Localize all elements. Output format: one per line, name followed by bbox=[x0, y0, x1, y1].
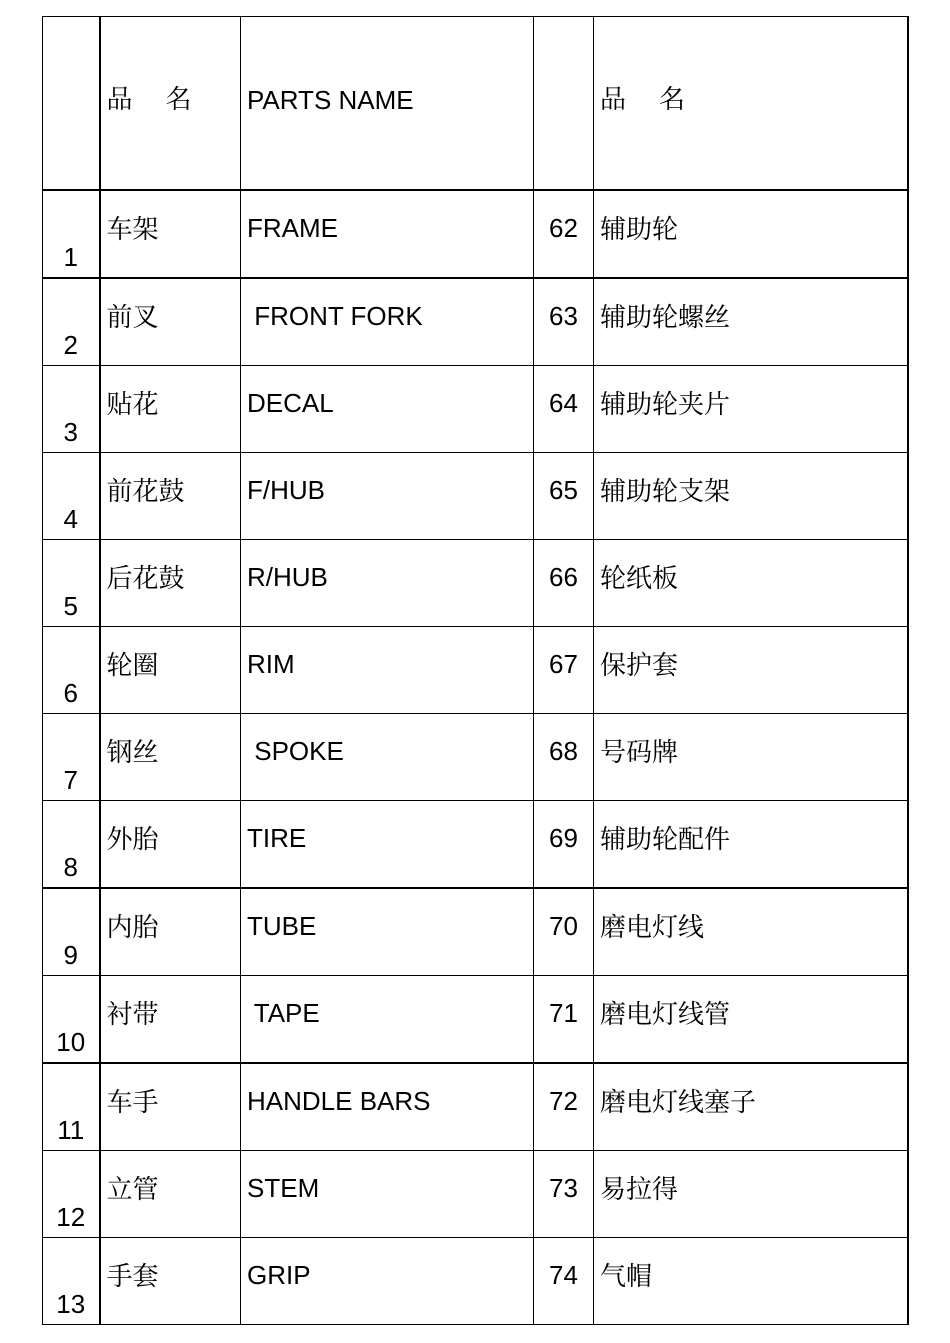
row-number: 12 bbox=[56, 1202, 86, 1232]
part-name-cn-2: 气帽 bbox=[600, 1262, 653, 1292]
row-number: 7 bbox=[63, 765, 78, 795]
row-number-2-cell bbox=[534, 366, 594, 453]
row-number-cell bbox=[43, 714, 100, 801]
part-name-cn-2-cell bbox=[594, 714, 908, 801]
part-name-en-cell bbox=[241, 714, 534, 801]
part-name-en-cell bbox=[241, 366, 534, 453]
row-number-2: 69 bbox=[549, 823, 578, 853]
table-row bbox=[43, 540, 908, 627]
row-number-cell bbox=[43, 278, 100, 366]
table-row bbox=[43, 453, 908, 540]
part-name-cn: 贴花 bbox=[106, 390, 159, 420]
part-name-cn: 后花鼓 bbox=[106, 564, 185, 594]
part-name-cn-2-cell bbox=[594, 453, 908, 540]
row-number: 13 bbox=[56, 1289, 86, 1319]
part-name-en: TUBE bbox=[247, 911, 317, 941]
part-name-en-cell bbox=[241, 453, 534, 540]
row-number: 4 bbox=[63, 504, 78, 534]
table-row bbox=[43, 1063, 908, 1151]
header-name-cn: 品 名 bbox=[106, 85, 192, 115]
part-name-cn-cell bbox=[100, 1238, 241, 1325]
part-name-en: SPOKE bbox=[247, 736, 344, 766]
row-number-cell bbox=[43, 801, 100, 889]
header-name-cn-2: 品 名 bbox=[600, 85, 686, 115]
row-number-2: 67 bbox=[549, 649, 578, 679]
part-name-cn-2-cell bbox=[594, 1151, 908, 1238]
row-number-2-cell bbox=[534, 453, 594, 540]
table-row bbox=[43, 976, 908, 1064]
row-number-2: 72 bbox=[549, 1086, 578, 1116]
row-number-2: 68 bbox=[549, 736, 578, 766]
row-number-2-cell bbox=[534, 1063, 594, 1151]
part-name-en-cell bbox=[241, 278, 534, 366]
part-name-en-cell bbox=[241, 801, 534, 889]
part-name-cn-cell bbox=[100, 801, 241, 889]
row-number-2-cell bbox=[534, 976, 594, 1064]
part-name-cn: 外胎 bbox=[106, 825, 159, 855]
row-number-cell bbox=[43, 190, 100, 278]
header-row bbox=[43, 17, 908, 191]
row-number-2: 65 bbox=[549, 475, 578, 505]
part-name-cn-cell bbox=[100, 540, 241, 627]
part-name-cn: 前花鼓 bbox=[106, 477, 185, 507]
row-number: 8 bbox=[63, 852, 78, 882]
part-name-cn-cell bbox=[100, 278, 241, 366]
row-number-2: 62 bbox=[549, 213, 578, 243]
table-row bbox=[43, 366, 908, 453]
row-number-cell bbox=[43, 1151, 100, 1238]
part-name-en-cell bbox=[241, 190, 534, 278]
part-name-cn-2-cell bbox=[594, 540, 908, 627]
header-no2-cell bbox=[534, 17, 594, 191]
table-row bbox=[43, 714, 908, 801]
part-name-cn-cell bbox=[100, 888, 241, 976]
row-number: 9 bbox=[63, 940, 78, 970]
part-name-cn-2-cell bbox=[594, 801, 908, 889]
row-number-2-cell bbox=[534, 627, 594, 714]
table-row bbox=[43, 627, 908, 714]
part-name-cn-2-cell bbox=[594, 1063, 908, 1151]
part-name-cn-cell bbox=[100, 1151, 241, 1238]
part-name-en: HANDLE BARS bbox=[247, 1086, 431, 1116]
part-name-cn: 内胎 bbox=[106, 913, 159, 943]
part-name-en-cell bbox=[241, 540, 534, 627]
row-number-2-cell bbox=[534, 278, 594, 366]
row-number-2-cell bbox=[534, 1238, 594, 1325]
row-number-2: 63 bbox=[549, 301, 578, 331]
row-number-2: 64 bbox=[549, 388, 578, 418]
part-name-en-cell bbox=[241, 627, 534, 714]
part-name-cn-2: 磨电灯线塞子 bbox=[600, 1088, 757, 1118]
part-name-cn-2: 磨电灯线 bbox=[600, 913, 705, 943]
part-name-cn-cell bbox=[100, 976, 241, 1064]
row-number-cell bbox=[43, 976, 100, 1064]
row-number-2-cell bbox=[534, 540, 594, 627]
part-name-en-cell bbox=[241, 1063, 534, 1151]
row-number-2-cell bbox=[534, 714, 594, 801]
row-number: 10 bbox=[56, 1027, 86, 1057]
part-name-cn-2-cell bbox=[594, 888, 908, 976]
part-name-cn-2-cell bbox=[594, 627, 908, 714]
part-name-cn-2: 辅助轮配件 bbox=[600, 825, 731, 855]
row-number: 1 bbox=[63, 242, 78, 272]
part-name-en: R/HUB bbox=[247, 562, 328, 592]
row-number: 2 bbox=[63, 330, 78, 360]
part-name-en: RIM bbox=[247, 649, 295, 679]
row-number-cell bbox=[43, 888, 100, 976]
part-name-en: FRAME bbox=[247, 213, 338, 243]
part-name-en: TIRE bbox=[247, 823, 307, 853]
part-name-en: STEM bbox=[247, 1173, 320, 1203]
row-number-cell bbox=[43, 1063, 100, 1151]
part-name-en: F/HUB bbox=[247, 475, 325, 505]
parts-table bbox=[42, 16, 909, 1325]
part-name-cn-cell bbox=[100, 190, 241, 278]
row-number: 6 bbox=[63, 678, 78, 708]
row-number-2-cell bbox=[534, 888, 594, 976]
part-name-en: FRONT FORK bbox=[247, 301, 423, 331]
part-name-cn-2: 保护套 bbox=[600, 651, 679, 681]
row-number: 11 bbox=[57, 1115, 85, 1145]
table-row bbox=[43, 278, 908, 366]
part-name-en-cell bbox=[241, 1151, 534, 1238]
part-name-cn: 立管 bbox=[106, 1175, 159, 1205]
part-name-en-cell bbox=[241, 1238, 534, 1325]
table-row bbox=[43, 801, 908, 889]
part-name-cn-cell bbox=[100, 366, 241, 453]
row-number-cell bbox=[43, 366, 100, 453]
part-name-en: TAPE bbox=[247, 998, 320, 1028]
row-number-2: 73 bbox=[549, 1173, 578, 1203]
header-name-cn-2-cell bbox=[594, 17, 908, 191]
header-parts-name-cell bbox=[241, 17, 534, 191]
row-number-cell bbox=[43, 540, 100, 627]
part-name-cn: 前叉 bbox=[106, 303, 159, 333]
part-name-cn: 车架 bbox=[106, 215, 159, 245]
part-name-en: GRIP bbox=[247, 1260, 311, 1290]
part-name-en-cell bbox=[241, 888, 534, 976]
header-name-cn-cell bbox=[100, 17, 241, 191]
part-name-cn-cell bbox=[100, 627, 241, 714]
row-number-cell bbox=[43, 453, 100, 540]
part-name-cn: 轮圈 bbox=[106, 651, 159, 681]
row-number-2-cell bbox=[534, 801, 594, 889]
part-name-cn: 钢丝 bbox=[106, 738, 159, 768]
row-number-2-cell bbox=[534, 1151, 594, 1238]
part-name-cn-2-cell bbox=[594, 1238, 908, 1325]
row-number: 5 bbox=[63, 591, 78, 621]
part-name-cn-2-cell bbox=[594, 190, 908, 278]
part-name-cn-2: 辅助轮螺丝 bbox=[600, 303, 731, 333]
table-row bbox=[43, 1238, 908, 1325]
part-name-cn-2: 轮纸板 bbox=[600, 564, 679, 594]
table-row bbox=[43, 888, 908, 976]
row-number-cell bbox=[43, 627, 100, 714]
part-name-cn-2-cell bbox=[594, 278, 908, 366]
part-name-cn: 衬带 bbox=[106, 1000, 159, 1030]
part-name-cn-2: 磨电灯线管 bbox=[600, 1000, 731, 1030]
part-name-cn-2-cell bbox=[594, 366, 908, 453]
table-row bbox=[43, 1151, 908, 1238]
row-number-2: 71 bbox=[549, 998, 578, 1028]
part-name-cn-2: 易拉得 bbox=[600, 1175, 679, 1205]
part-name-cn-cell bbox=[100, 714, 241, 801]
row-number-cell bbox=[43, 1238, 100, 1325]
part-name-cn-2: 辅助轮夹片 bbox=[600, 390, 731, 420]
part-name-cn-2-cell bbox=[594, 976, 908, 1064]
header-parts-name: PARTS NAME bbox=[247, 85, 414, 115]
parts-table-body bbox=[43, 17, 908, 1325]
part-name-cn: 车手 bbox=[106, 1088, 159, 1118]
part-name-cn: 手套 bbox=[106, 1262, 159, 1292]
part-name-cn-cell bbox=[100, 1063, 241, 1151]
table-row bbox=[43, 190, 908, 278]
part-name-cn-2: 号码牌 bbox=[600, 738, 679, 768]
part-name-en-cell bbox=[241, 976, 534, 1064]
row-number-2: 66 bbox=[549, 562, 578, 592]
part-name-en: DECAL bbox=[247, 388, 334, 418]
row-number-2: 70 bbox=[549, 911, 578, 941]
row-number: 3 bbox=[63, 417, 78, 447]
part-name-cn-2: 辅助轮支架 bbox=[600, 477, 731, 507]
row-number-2: 74 bbox=[549, 1260, 578, 1290]
part-name-cn-cell bbox=[100, 453, 241, 540]
part-name-cn-2: 辅助轮 bbox=[600, 215, 679, 245]
header-no-cell bbox=[43, 17, 100, 191]
row-number-2-cell bbox=[534, 190, 594, 278]
